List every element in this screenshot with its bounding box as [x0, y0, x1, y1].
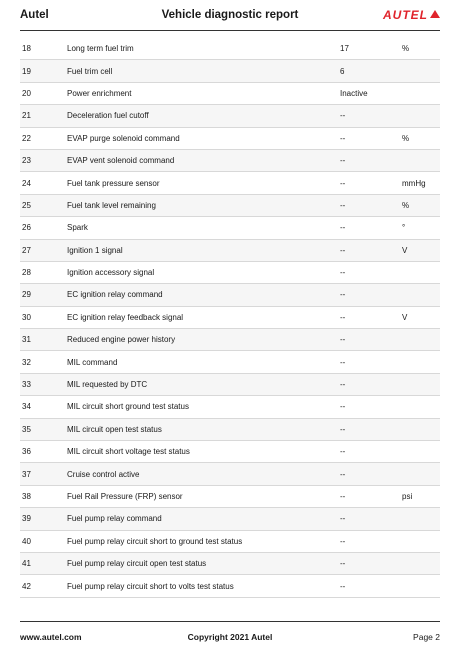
table-row	[20, 486, 440, 508]
row-number: 29	[22, 290, 31, 300]
row-number: 28	[22, 268, 31, 278]
parameter-name: MIL circuit short voltage test status	[67, 447, 190, 457]
table-row	[20, 329, 440, 351]
table-row	[20, 419, 440, 441]
table-row	[20, 150, 440, 172]
row-number: 25	[22, 200, 31, 210]
table-row	[20, 284, 440, 306]
table-row	[20, 240, 440, 262]
table-row	[20, 38, 440, 60]
parameter-value: Inactive	[340, 88, 368, 98]
table-row	[20, 351, 440, 373]
autel-logo	[383, 8, 440, 22]
parameter-unit: %	[402, 200, 410, 210]
table-row	[20, 172, 440, 194]
parameter-name: Fuel pump relay circuit short to volts test status	[67, 581, 234, 591]
parameter-value: --	[340, 156, 346, 166]
parameter-name: Ignition accessory signal	[67, 268, 155, 278]
page-footer	[20, 621, 440, 651]
row-number: 24	[22, 178, 31, 188]
row-number: 30	[22, 312, 31, 322]
parameter-value: --	[340, 245, 346, 255]
website-link[interactable]: www.autel.com	[20, 631, 82, 642]
table-row	[20, 262, 440, 284]
parameter-value: --	[340, 492, 346, 501]
parameter-name: MIL requested by DTC	[67, 380, 148, 390]
row-number: 19	[22, 66, 31, 76]
parameter-name: Deceleration fuel cutoff	[67, 111, 149, 121]
parameter-name: MIL circuit short ground test status	[67, 402, 189, 412]
table-row	[20, 105, 440, 127]
parameter-name: Cruise control active	[67, 469, 140, 479]
parameter-name: Fuel pump relay command	[67, 514, 162, 524]
page-number: Page 2	[413, 631, 440, 642]
table-row	[20, 463, 440, 485]
row-number: 33	[22, 380, 31, 390]
parameter-unit: %	[402, 133, 410, 143]
table-row	[20, 217, 440, 239]
row-number: 23	[22, 156, 31, 166]
parameter-name: Reduced engine power history	[67, 335, 176, 345]
table-row	[20, 508, 440, 530]
row-number: 39	[22, 514, 31, 524]
row-number: 40	[22, 536, 31, 546]
row-number: 36	[22, 447, 31, 457]
table-row	[20, 396, 440, 418]
row-number: 18	[22, 44, 31, 54]
parameter-name: EVAP vent solenoid command	[67, 156, 175, 166]
parameter-value: --	[340, 536, 346, 546]
table-row	[20, 531, 440, 553]
parameter-value: --	[340, 424, 346, 434]
parameter-unit: psi	[402, 492, 413, 501]
parameter-name: EC ignition relay command	[67, 290, 163, 300]
parameter-value: 6	[340, 66, 345, 76]
parameter-value: --	[340, 335, 346, 345]
copyright-text: Copyright 2021 Autel	[187, 631, 273, 642]
parameter-name: Fuel tank pressure sensor	[67, 178, 160, 188]
parameter-unit: V	[402, 245, 408, 255]
row-number: 42	[22, 581, 31, 591]
row-number: 31	[22, 335, 31, 345]
table-row	[20, 83, 440, 105]
parameter-name: Fuel pump relay circuit short to ground test status	[67, 536, 243, 546]
parameter-name: Ignition 1 signal	[67, 245, 123, 255]
parameter-value: 17	[340, 44, 349, 54]
parameter-name: MIL circuit open test status	[67, 424, 162, 434]
page-header	[20, 0, 440, 31]
parameter-value: --	[340, 581, 346, 591]
parameter-value: --	[340, 223, 346, 233]
table-row	[20, 195, 440, 217]
parameter-value: --	[340, 133, 346, 143]
logo-text: AUTEL	[383, 8, 428, 22]
row-number: 34	[22, 402, 31, 412]
parameter-value: --	[340, 111, 346, 121]
table-row	[20, 441, 440, 463]
parameter-table	[20, 38, 440, 598]
parameter-name: Power enrichment	[67, 88, 132, 98]
row-number: 21	[22, 111, 31, 121]
logo-triangle-icon	[430, 10, 440, 18]
parameter-name: Spark	[67, 223, 88, 233]
parameter-value: --	[340, 178, 346, 188]
row-number: 20	[22, 88, 31, 98]
parameter-value: --	[340, 402, 346, 412]
parameter-value: --	[340, 312, 346, 322]
row-number: 41	[22, 559, 31, 569]
parameter-unit: mmHg	[402, 178, 426, 188]
parameter-name: Long term fuel trim	[67, 44, 134, 54]
parameter-value: --	[340, 469, 346, 479]
parameter-name: EVAP purge solenoid command	[67, 133, 180, 143]
row-number: 37	[22, 469, 31, 479]
table-row	[20, 307, 440, 329]
parameter-name: Fuel Rail Pressure (FRP) sensor	[67, 492, 183, 501]
parameter-value: --	[340, 200, 346, 210]
report-title: Vehicle diagnostic report	[161, 9, 299, 21]
parameter-unit: %	[402, 44, 410, 54]
row-number: 22	[22, 133, 31, 143]
parameter-name: Fuel tank level remaining	[67, 200, 156, 210]
row-number: 27	[22, 245, 31, 255]
parameter-unit: °	[402, 223, 406, 233]
table-row	[20, 128, 440, 150]
parameter-name: MIL command	[67, 357, 118, 367]
parameter-name: Fuel trim cell	[67, 66, 113, 76]
table-row	[20, 374, 440, 396]
parameter-value: --	[340, 380, 346, 390]
parameter-name: EC ignition relay feedback signal	[67, 312, 184, 322]
parameter-value: --	[340, 559, 346, 569]
row-number: 26	[22, 223, 31, 233]
row-number: 32	[22, 357, 31, 367]
table-row	[20, 553, 440, 575]
parameter-value: --	[340, 290, 346, 300]
parameter-value: --	[340, 268, 346, 278]
brand-name: Autel	[20, 9, 49, 21]
parameter-value: --	[340, 357, 346, 367]
row-number: 35	[22, 424, 31, 434]
parameter-value: --	[340, 447, 346, 457]
parameter-name: Fuel pump relay circuit open test status	[67, 559, 207, 569]
table-row	[20, 60, 440, 82]
row-number: 38	[22, 492, 31, 501]
table-row	[20, 575, 440, 597]
parameter-unit: V	[402, 312, 408, 322]
parameter-value: --	[340, 514, 346, 524]
